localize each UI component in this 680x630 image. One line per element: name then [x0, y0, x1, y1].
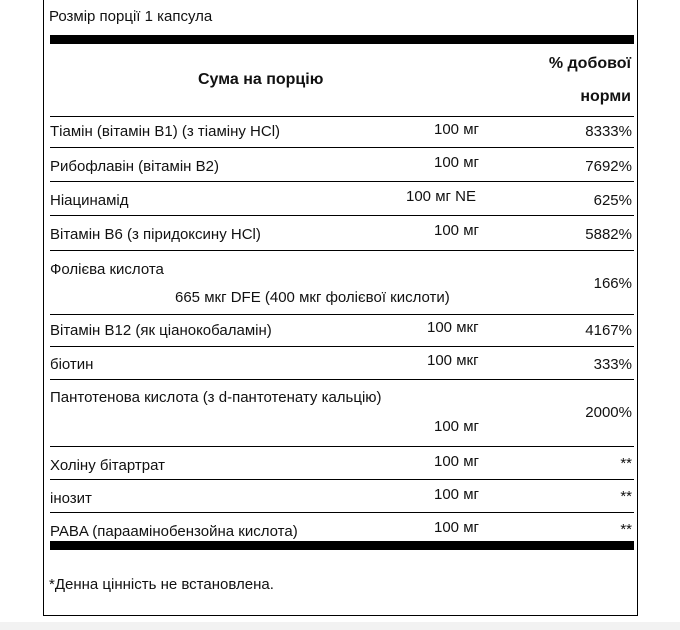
- nutrient-amount: 100 мг: [434, 418, 479, 435]
- table-row: [50, 446, 634, 479]
- nutrient-amount: 100 мг: [434, 154, 479, 171]
- footnote: *Денна цінність не встановлена.: [49, 576, 274, 593]
- table-row: [50, 346, 634, 379]
- nutrient-amount: 100 мг: [434, 453, 479, 470]
- nutrient-name: Пантотенова кислота (з d-пантотенату кальцію): [50, 389, 382, 406]
- nutrient-name: Холіну бітартрат: [50, 457, 165, 474]
- nutrient-name: PABA (параамінобензойна кислота): [50, 523, 298, 540]
- table-row: [50, 181, 634, 215]
- table-row: [50, 479, 634, 512]
- nutrient-daily-value: 166%: [593, 275, 632, 292]
- nutrient-daily-value: 2000%: [585, 404, 632, 421]
- nutrient-name: біотин: [50, 356, 94, 373]
- amount-per-serving-header: Сума на порцію: [198, 71, 324, 88]
- page-bottom-strip: [0, 622, 680, 630]
- nutrient-daily-value: 5882%: [585, 226, 632, 243]
- nutrient-amount: 100 мкг: [427, 352, 479, 369]
- supplement-facts-panel: [43, 0, 638, 616]
- nutrient-name: Фолієва кислота: [50, 261, 164, 278]
- nutrient-daily-value: **: [620, 488, 632, 505]
- nutrient-amount: 100 мг: [434, 121, 479, 138]
- daily-value-header-line2: норми: [580, 88, 631, 105]
- nutrient-daily-value: 8333%: [585, 123, 632, 140]
- table-row: [50, 314, 634, 346]
- table-row: [50, 512, 634, 542]
- table-row: [50, 215, 634, 250]
- nutrient-daily-value: **: [620, 521, 632, 538]
- top-divider-bar: [50, 35, 634, 44]
- nutrient-amount: 100 мг NE: [406, 188, 476, 205]
- nutrient-daily-value: 625%: [593, 192, 632, 209]
- nutrient-name: Рибофлавін (вітамін B2): [50, 158, 219, 175]
- daily-value-header: [549, 54, 631, 107]
- nutrient-name: Ніацинамід: [50, 192, 129, 209]
- nutrient-daily-value: **: [620, 455, 632, 472]
- nutrient-amount: 100 мг: [434, 519, 479, 536]
- nutrient-name: Вітамін B6 (з піридоксину HCl): [50, 226, 261, 243]
- nutrient-name: Тіамін (вітамін B1) (з тіаміну HCl): [50, 123, 281, 140]
- table-row: [50, 116, 634, 147]
- daily-value-header-line1: % добової: [548, 55, 631, 72]
- nutrient-amount: 100 мкг: [427, 319, 479, 336]
- nutrient-amount: 100 мг: [434, 486, 479, 503]
- bottom-divider-bar: [50, 541, 634, 550]
- nutrient-daily-value: 7692%: [585, 158, 632, 175]
- table-row: [50, 147, 634, 181]
- nutrient-daily-value: 4167%: [585, 322, 632, 339]
- nutrient-amount: 665 мкг DFE (400 мкг фолієвої кислоти): [175, 289, 450, 306]
- nutrient-name: Вітамін B12 (як ціанокобаламін): [50, 322, 272, 339]
- table-row: [50, 250, 634, 314]
- table-row: [50, 379, 634, 446]
- nutrient-name: інозит: [50, 490, 92, 507]
- nutrient-amount: 100 мг: [434, 222, 479, 239]
- nutrient-daily-value: 333%: [593, 356, 632, 373]
- serving-size: Розмір порції 1 капсула: [49, 8, 213, 25]
